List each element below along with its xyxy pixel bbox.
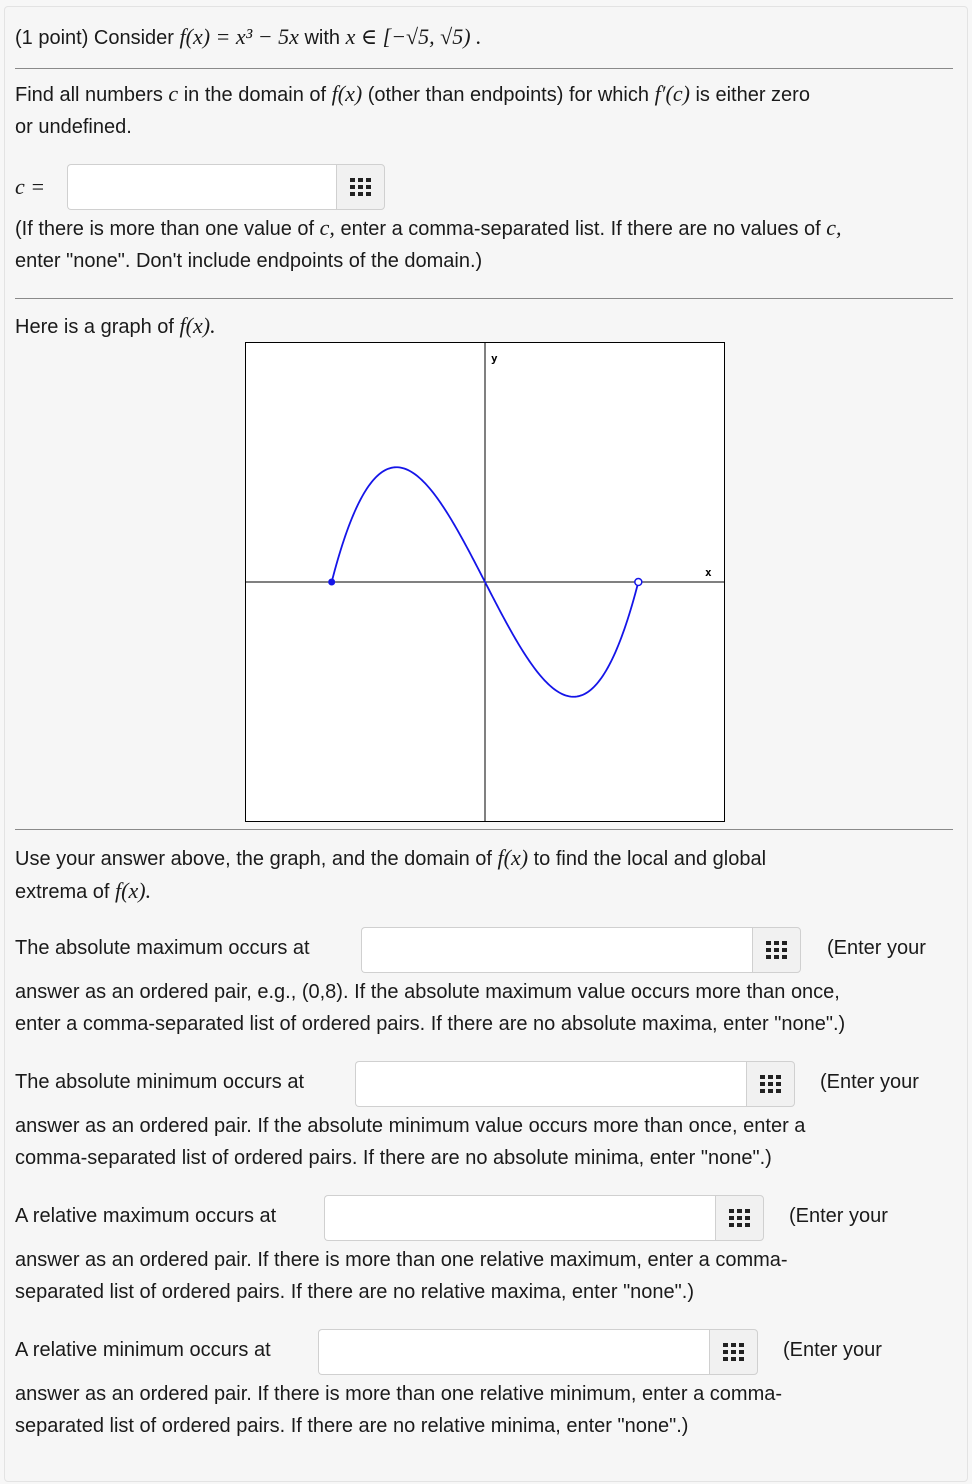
abs-max-line2: answer as an ordered pair, e.g., (0,8). If the absolute maximum value occurs more than once, xyxy=(15,981,840,1003)
rel-max-label: A relative maximum occurs at xyxy=(15,1205,277,1227)
hint-c1: c, xyxy=(319,215,335,240)
extrema-intro-fx2: f(x). xyxy=(115,878,152,903)
rel-min-line3: separated list of ordered pairs. If there are no relative minima, enter "none".) xyxy=(15,1415,689,1437)
rel-min-input[interactable] xyxy=(318,1329,709,1375)
grid-icon xyxy=(729,1209,751,1227)
grid-icon xyxy=(350,178,372,196)
q1-line2: or undefined. xyxy=(15,116,132,138)
hint-line2: enter "none". Don't include endpoints of the domain.) xyxy=(15,250,483,272)
grid-icon xyxy=(766,941,788,959)
abs-min-line3: comma-separated list of ordered pairs. If there are no absolute minima, enter "none".) xyxy=(15,1147,772,1169)
rel-max-input[interactable] xyxy=(324,1195,715,1241)
function-graph xyxy=(245,342,725,822)
abs-max-line3: enter a comma-separated list of ordered pairs. If there are no absolute maxima, enter "none".) xyxy=(15,1013,846,1035)
points-label: (1 point) Consider xyxy=(15,27,174,49)
extrema-intro-line2: extrema of xyxy=(15,881,110,903)
grid-icon xyxy=(723,1343,745,1361)
rel-max-equation-editor-button[interactable] xyxy=(715,1195,764,1241)
abs-min-input[interactable] xyxy=(355,1061,746,1107)
rel-min-label: A relative minimum occurs at xyxy=(15,1339,271,1361)
q1-text-d: is either zero xyxy=(695,84,810,106)
abs-max-equation-editor-button[interactable] xyxy=(752,927,801,973)
problem-header xyxy=(15,24,482,50)
with-word: with xyxy=(304,27,341,49)
rel-min-equation-editor-button[interactable] xyxy=(709,1329,758,1375)
rel-max-after: (Enter your xyxy=(789,1205,888,1227)
extrema-intro-b: to find the local and global xyxy=(533,848,767,870)
y-axis-label: y xyxy=(491,352,498,365)
rel-max-instructions xyxy=(15,1244,788,1308)
abs-max-group xyxy=(361,927,801,973)
q1-text-b: in the domain of xyxy=(183,84,327,106)
hint-b: enter a comma-separated list. If there are no values of xyxy=(340,218,821,240)
extrema-intro xyxy=(15,842,766,908)
abs-max-instructions xyxy=(15,976,845,1040)
q1-text-c: (other than endpoints) for which xyxy=(367,84,649,106)
c-equation-editor-button[interactable] xyxy=(336,164,385,210)
hint-c2: c, xyxy=(826,215,842,240)
abs-min-instructions xyxy=(15,1110,805,1174)
q1-fx: f(x) xyxy=(331,81,363,106)
graph-intro-fx: f(x). xyxy=(179,313,216,338)
open-endpoint-dot xyxy=(635,579,642,586)
extrema-intro-fx: f(x) xyxy=(497,845,529,870)
graph-intro xyxy=(15,313,216,339)
rel-max-line3: separated list of ordered pairs. If there are no relative maxima, enter "none".) xyxy=(15,1281,694,1303)
function-definition: f(x) = x³ − 5x xyxy=(179,24,299,49)
graph-intro-text: Here is a graph of xyxy=(15,316,174,338)
divider xyxy=(15,68,953,69)
abs-max-after: (Enter your xyxy=(827,937,926,959)
abs-min-line2: answer as an ordered pair. If the absolute minimum value occurs more than once, enter a xyxy=(15,1115,806,1137)
c-answer-group xyxy=(67,164,385,210)
grid-icon xyxy=(760,1075,782,1093)
rel-max-group xyxy=(324,1195,764,1241)
abs-min-label: The absolute minimum occurs at xyxy=(15,1071,305,1093)
rel-min-after: (Enter your xyxy=(783,1339,882,1361)
abs-max-label: The absolute maximum occurs at xyxy=(15,937,310,959)
rel-min-line2: answer as an ordered pair. If there is more than one relative minimum, enter a comma- xyxy=(15,1383,783,1405)
c-answer-input[interactable] xyxy=(67,164,336,210)
abs-max-input[interactable] xyxy=(361,927,752,973)
hint-a: (If there is more than one value of xyxy=(15,218,315,240)
divider xyxy=(15,829,953,830)
q1-c: c xyxy=(168,81,179,106)
question1-text xyxy=(15,78,810,143)
rel-max-line2: answer as an ordered pair. If there is more than one relative maximum, enter a comma- xyxy=(15,1249,788,1271)
abs-min-after: (Enter your xyxy=(820,1071,919,1093)
domain-expression: x ∈ [−√5, √5) . xyxy=(345,24,482,49)
q1-text-a: Find all numbers xyxy=(15,84,163,106)
closed-endpoint-dot xyxy=(328,579,335,586)
divider xyxy=(15,298,953,299)
x-axis-label: x xyxy=(705,566,712,579)
extrema-intro-a: Use your answer above, the graph, and the domain of xyxy=(15,848,492,870)
c-input-label: c = xyxy=(15,174,46,199)
rel-min-group xyxy=(318,1329,758,1375)
rel-min-instructions xyxy=(15,1378,782,1442)
abs-min-equation-editor-button[interactable] xyxy=(746,1061,795,1107)
c-hint xyxy=(15,212,842,277)
q1-fprime: f′(c) xyxy=(654,81,690,106)
abs-min-group xyxy=(355,1061,795,1107)
